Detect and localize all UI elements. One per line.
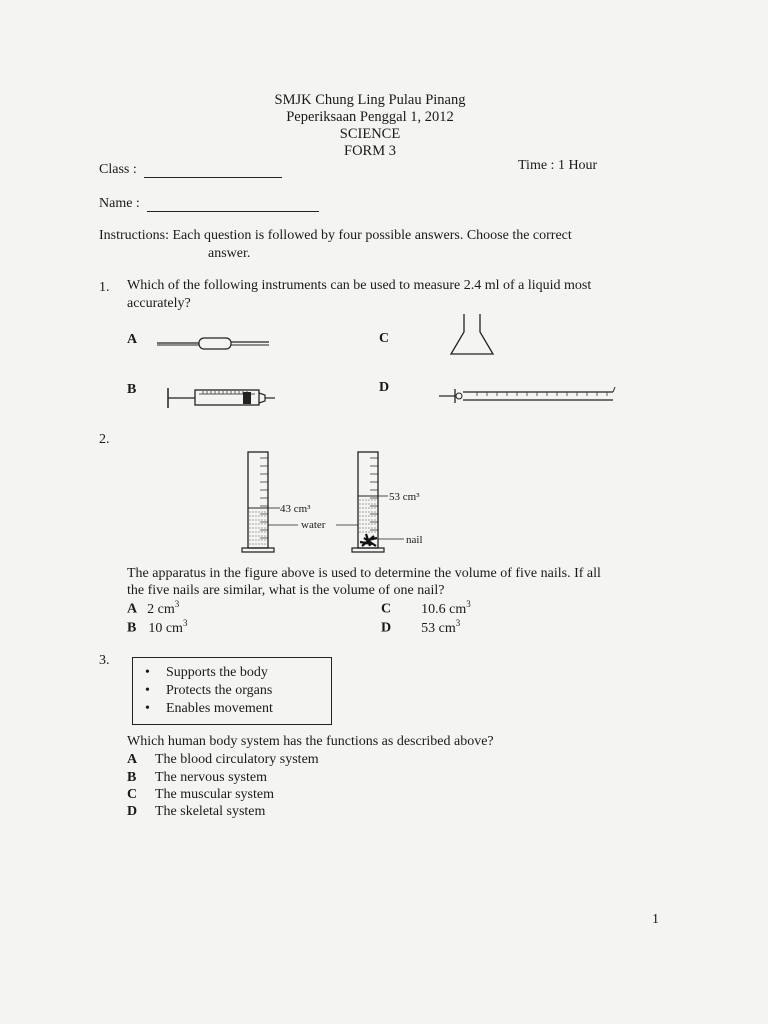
instructions-line1: Instructions: Each question is followed by four possible answers. Choose the correct — [99, 228, 572, 243]
school-name: SMJK Chung Ling Pulau Pinang — [274, 92, 466, 108]
q1-option-b-letter: B — [127, 382, 137, 397]
q3-functions-box — [132, 657, 332, 725]
measuring-cylinders-figure — [236, 446, 448, 558]
q2-option-c: C 10.6 $cm^3$ — [381, 599, 471, 617]
subject-title: SCIENCE — [339, 126, 401, 142]
q3-box-item: • Enables movement — [133, 700, 331, 718]
conical-flask-icon — [448, 312, 498, 358]
q3-box-item: • Protects the organs — [133, 682, 331, 700]
cylinder-left — [242, 452, 298, 552]
class-field — [99, 162, 282, 178]
q2-text-line1: The apparatus in the figure above is used to determine the volume of five nails. If all — [127, 566, 601, 581]
q2-option-d: D 53 $cm^3$ — [381, 618, 461, 636]
exam-header — [0, 92, 740, 160]
label-nail: nail — [406, 534, 423, 546]
q2-option-b: B 10 $cm^3$ — [127, 618, 188, 636]
q1-option-d-letter: D — [379, 380, 390, 395]
instructions-line2: answer. — [208, 246, 251, 261]
pipette-icon — [155, 334, 275, 352]
q2-number: 2. — [99, 432, 110, 447]
q2-option-a: A 2 $cm^3$ — [127, 599, 180, 617]
q1-number: 1. — [99, 280, 110, 295]
class-blank[interactable] — [144, 165, 282, 178]
exam-title: Peperiksaan Penggal 1, 2012 — [286, 109, 454, 125]
name-blank[interactable] — [147, 199, 319, 212]
q3-option-c: C The muscular system — [127, 787, 274, 802]
label-water: water — [301, 519, 326, 531]
syringe-icon — [165, 385, 277, 411]
time-label: Time : 1 Hour — [518, 158, 598, 173]
q2-text-line2: the five nails are similar, what is the volume of one nail? — [127, 583, 445, 598]
burette-icon — [437, 384, 619, 406]
q1-text-line1: Which of the following instruments can be used to measure 2.4 ml of a liquid most — [127, 278, 592, 293]
q3-option-b: B The nervous system — [127, 770, 267, 785]
q3-question: Which human body system has the functions as described above? — [127, 734, 494, 749]
label-43cm3: 43 cm³ — [280, 503, 311, 515]
nails-icon — [360, 534, 377, 546]
page-number: 1 — [652, 912, 659, 927]
q3-box-item: • Supports the body — [133, 664, 331, 682]
q1-option-c-letter: C — [379, 331, 390, 346]
name-field — [99, 196, 319, 212]
q1-option-a-letter: A — [127, 332, 138, 347]
name-label: Name : — [99, 196, 140, 211]
q1-text-line2: accurately? — [127, 296, 191, 311]
class-label: Class : — [99, 162, 137, 177]
q3-option-a: A The blood circulatory system — [127, 752, 319, 767]
q3-option-d: D The skeletal system — [127, 804, 266, 819]
label-53cm3: 53 cm³ — [389, 491, 420, 503]
form-title: FORM 3 — [344, 143, 396, 159]
q3-number: 3. — [99, 653, 110, 668]
